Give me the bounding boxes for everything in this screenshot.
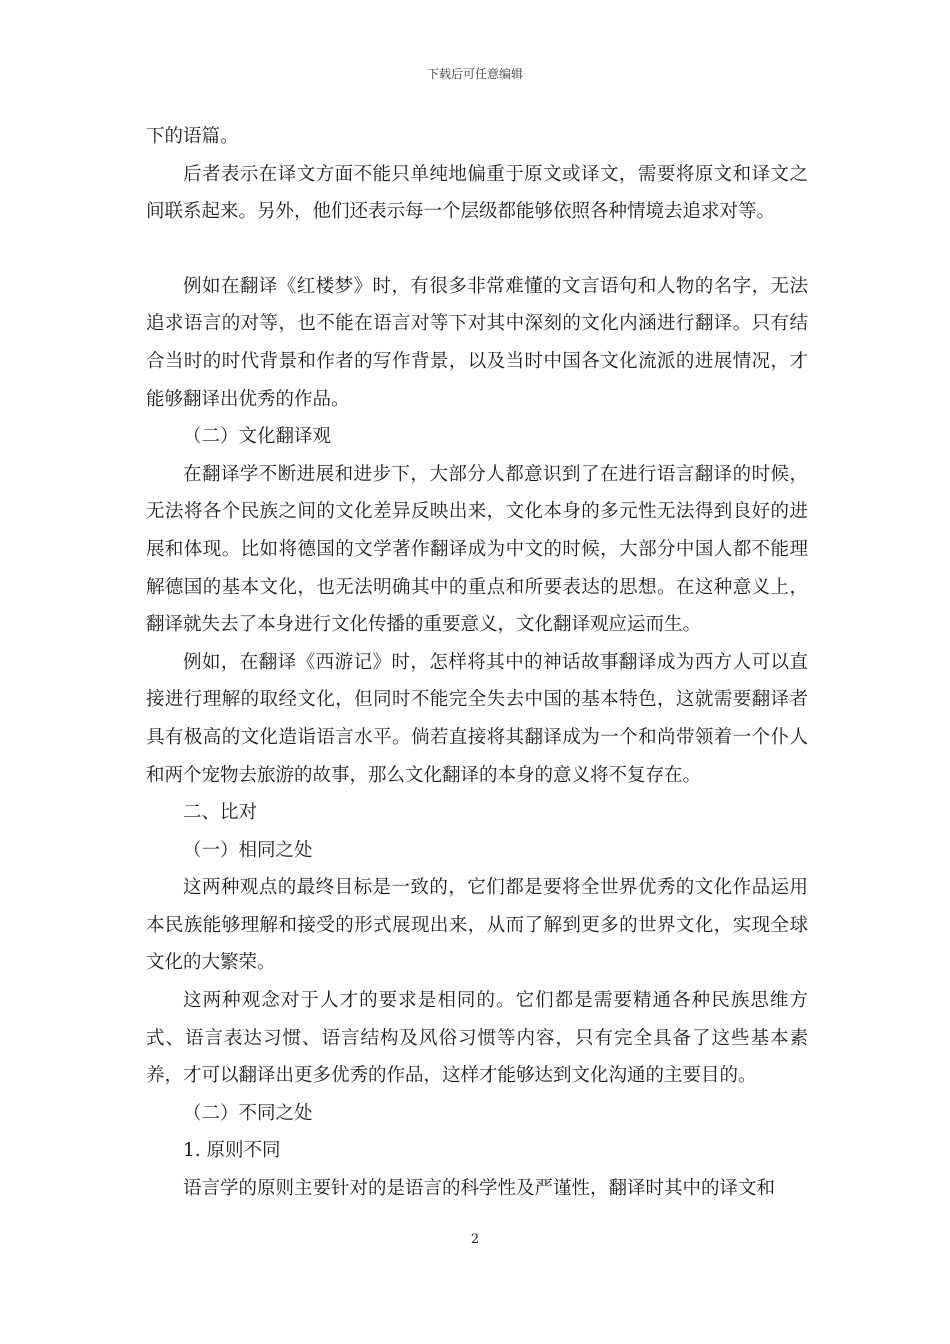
paragraph: 在翻译学不断进展和进步下，大部分人都意识到了在进行语言翻译的时候，无法将各个民族之间的文化差异反映出来，文化本身的多元性无法得到良好的进展和体现。比如将德国的文学著作翻译成为中文的时候，大部分中国人都不能理解德国的基本文化，也无法明确其中的重点和所要表达的思想。在这种意义上，翻译就失去了本身进行文化传播的重要意义，文化翻译观应运而生。 [146, 463, 808, 636]
section-heading: 二、比对 [183, 802, 258, 824]
paragraph: 这两种观念对于人才的要求是相同的。它们都是需要精通各种民族思维方式、语言表达习惯、语言结构及风俗习惯等内容，只有完全具备了这些基本素养，才可以翻译出更多优秀的作品，这样才能够达到文化沟通的主要目的。 [146, 990, 808, 1087]
blank-line [146, 231, 808, 268]
paragraph: 语言学的原则主要针对的是语言的科学性及严谨性，翻译时其中的译文和 [183, 1178, 776, 1200]
document-body [146, 118, 808, 1208]
paragraph-continuation: 下的语篇。 [146, 126, 239, 147]
paragraph: 后者表示在译文方面不能只单纯地偏重于原文或译文，需要将原文和译文之间联系起来。另外，他们还表示每一个层级都能够依照各种情境去追求对等。 [146, 163, 808, 223]
page-header: 下载后可任意编辑 [426, 67, 523, 81]
section-heading: （二）文化翻译观 [183, 426, 332, 448]
subsection-heading: （一）相同之处 [183, 839, 313, 861]
page-number: 2 [470, 1232, 480, 1247]
subsection-heading: （二）不同之处 [183, 1102, 313, 1124]
list-heading: 1. 原则不同 [183, 1140, 281, 1162]
paragraph: 例如在翻译《红楼梦》时，有很多非常难懂的文言语句和人物的名字，无法追求语言的对等，也不能在语言对等下对其中深刻的文化内涵进行翻译。只有结合当时的时代背景和作者的写作背景，以及当时中国各文化流派的进展情况，才能够翻译出优秀的作品。 [146, 275, 808, 410]
paragraph: 例如，在翻译《西游记》时，怎样将其中的神话故事翻译成为西方人可以直接进行理解的取经文化，但同时不能完全失去中国的基本特色，这就需要翻译者具有极高的文化造诣语言水平。倘若直接将其翻译成为一个和尚带领着一个仆人和两个宠物去旅游的故事，那么文化翻译的本身的意义将不复存在。 [146, 651, 808, 786]
paragraph: 这两种观点的最终目标是一致的，它们都是要将全世界优秀的文化作品运用本民族能够理解和接受的形式展现出来，从而了解到更多的世界文化，实现全球文化的大繁荣。 [146, 877, 808, 974]
